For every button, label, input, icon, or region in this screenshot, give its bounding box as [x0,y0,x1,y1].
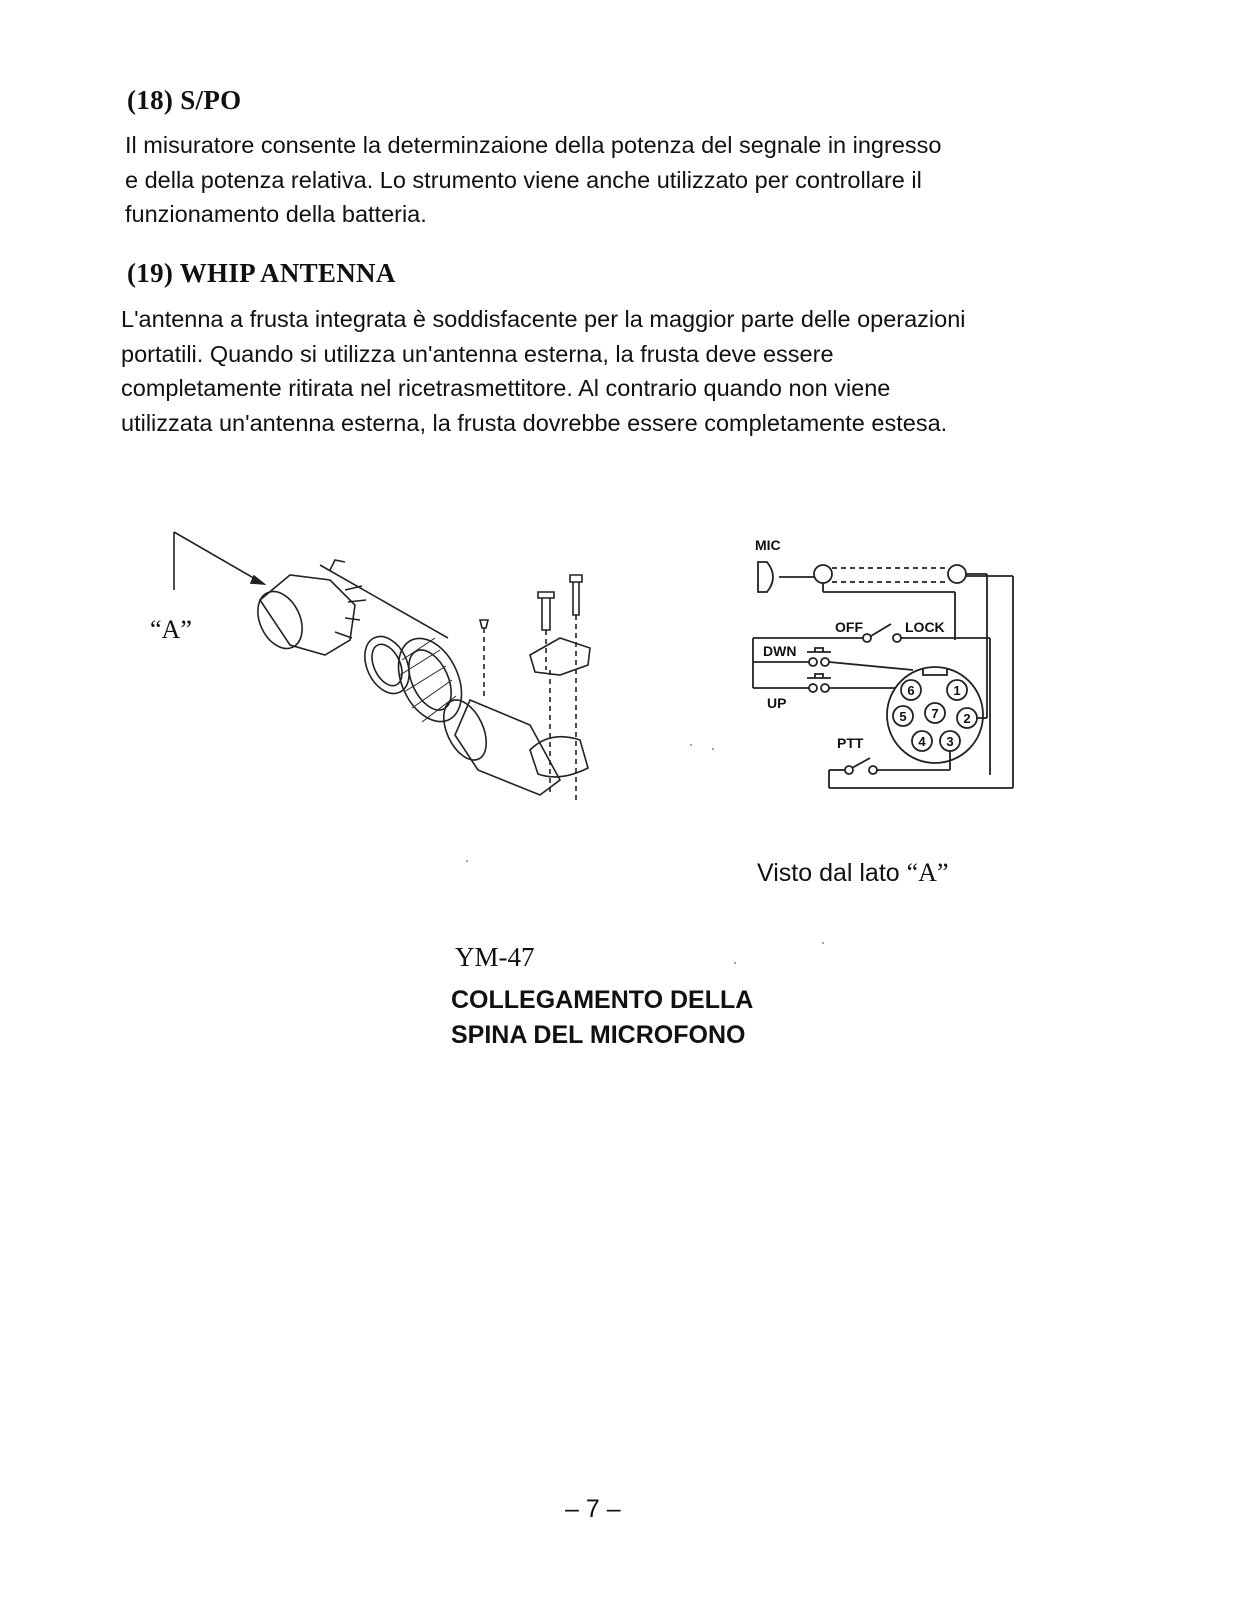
paragraph-line: Il misuratore consente la determinzaione della potenza del segnale in ingresso [125,132,942,158]
pin-1-label: 1 [953,683,961,698]
housing [455,700,560,795]
title-line: COLLEGAMENTO DELLA [451,986,754,1014]
caption-quote: “A” [906,858,949,887]
ptt-label: PTT [837,735,864,751]
mic-wiring-diagram [745,530,1020,805]
scan-speck [466,860,468,862]
paragraph-line: e della potenza relativa. Lo strumento viene anche utilizzato per controllare il [125,166,922,193]
clamp [530,638,590,675]
section-19-paragraph [121,302,966,440]
lock-label: LOCK [905,619,945,635]
pin-2-label: 2 [963,711,971,726]
scan-speck [690,744,692,746]
figure-title [451,983,753,1053]
paragraph-line: funzionamento della batteria. [125,201,427,227]
screw [538,592,554,630]
pin-3-label: 3 [946,734,954,749]
paragraph-line: completamente ritirata nel ricetrasmettitore. Al contrario quando non viene [121,375,891,401]
connector-exploded-illustration [130,520,630,820]
arrow-head-icon [251,576,264,584]
figure-caption [757,858,949,888]
section-19-heading: (19) WHIP ANTENNA [127,258,396,288]
section-18-heading: (18) S/PO [127,85,242,115]
scan-speck [822,942,824,944]
off-label: OFF [835,619,863,635]
paragraph-line: portatili. Quando si utilizza un'antenna esterna, la frusta deve essere [121,340,834,367]
caption-text: Visto dal lato [757,859,907,887]
paragraph-line: utilizzata un'antenna esterna, la frusta dovrebbe essere completamente estesa. [121,409,948,436]
pin-7-label: 7 [931,706,939,721]
title-line: SPINA DEL MICROFONO [451,1021,746,1049]
screw [480,620,488,628]
screw [570,575,582,615]
scan-speck [712,748,714,750]
up-label: UP [767,695,787,711]
pin-4-label: 4 [918,734,926,749]
connector-label-a: “A” [150,615,192,644]
page-number: – 7 – [565,1495,621,1523]
arrow-line [174,532,264,584]
paragraph-line: L'antenna a frusta integrata è soddisfacente per la maggior parte delle operazioni [121,306,966,332]
mic-capsule [758,562,773,592]
scan-speck [734,962,736,964]
pin-6-label: 6 [907,683,915,698]
pin-5-label: 5 [899,709,907,724]
section-18-paragraph [125,128,941,232]
dwn-label: DWN [763,643,797,659]
clamp-lower [530,737,588,777]
model-number: YM-47 [455,942,535,972]
mic-label: MIC [755,537,781,553]
